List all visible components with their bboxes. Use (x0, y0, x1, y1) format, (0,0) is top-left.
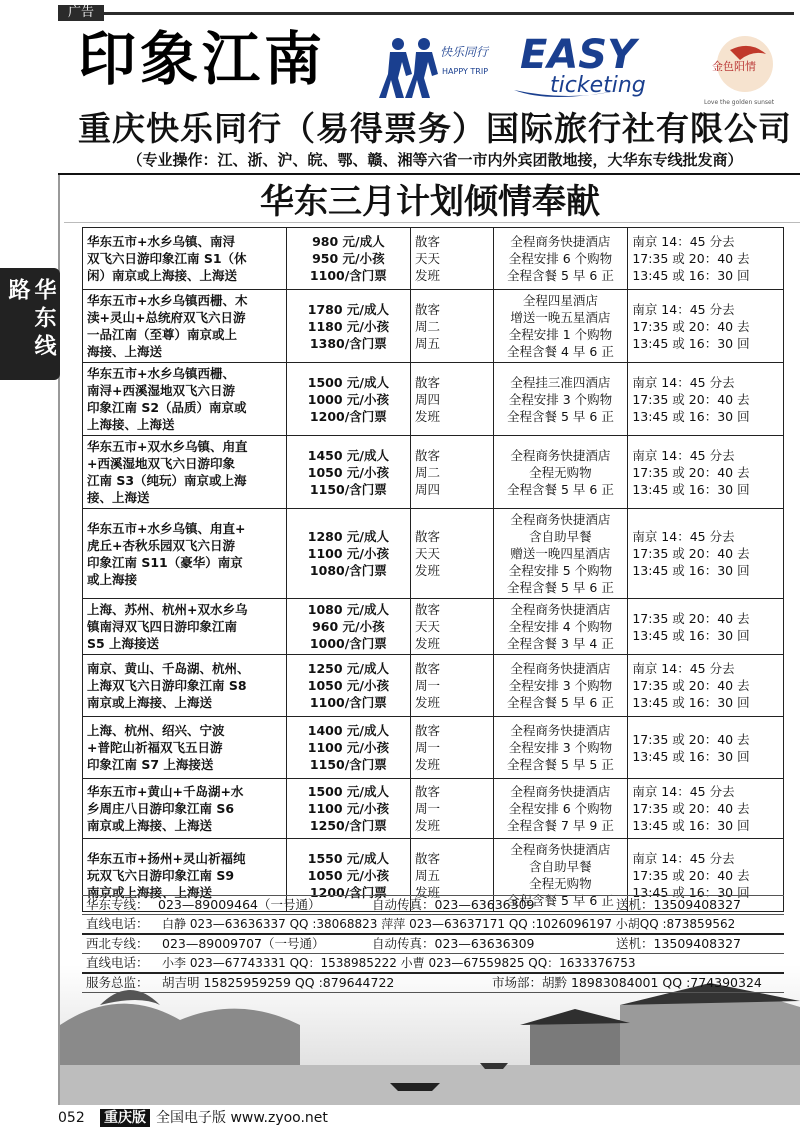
route-hotel-line: 全程商务快捷酒店 (510, 842, 611, 857)
route-schedule-line: 周四 (415, 391, 441, 407)
route-price-line: 950 元/小孩 (312, 251, 385, 266)
route-price-line: 960 元/小孩 (312, 619, 385, 634)
route-time-line: 南京 14：45 分去 (632, 661, 735, 676)
route-prices-cell (286, 779, 410, 839)
route-price-line: 1250 元/成人 (307, 661, 389, 676)
east-label: 华东专线： (86, 897, 149, 912)
route-row (83, 655, 784, 717)
route-hotel-cell (493, 290, 628, 363)
route-schedule-line: 周四 (415, 481, 441, 497)
route-name-line: 上海、苏州、杭州+双水乡乌 (87, 602, 248, 617)
route-schedule-cell (411, 363, 494, 436)
route-name-line: 上海双飞六日游印象江南 S8 (87, 678, 247, 693)
route-row (83, 509, 784, 599)
route-prices-cell (286, 436, 410, 509)
route-time-line: 17:35 或 20：40 去 (632, 391, 750, 407)
east-phone: 023—89009464（一号通） (158, 897, 321, 912)
route-name-line: 或上海接 (87, 571, 138, 587)
route-schedule-line: 发班 (415, 636, 441, 651)
route-name-line: 乡周庄八日游印象江南 S6 (87, 801, 235, 816)
route-hotel-line: 全程四星酒店 (522, 293, 598, 308)
golden-sunset-logo (700, 30, 790, 110)
easy-text: EASY (520, 32, 637, 78)
route-name-line: 闲）南京或上海接、上海送 (87, 268, 238, 283)
route-times-cell (628, 363, 784, 436)
west-fax: 自动传真：023—63636309 (372, 936, 535, 951)
route-price-line: 1550 元/成人 (307, 850, 389, 866)
route-name-line: S5 上海接送 (87, 636, 160, 651)
route-time-line: 17:35 或 20：40 去 (632, 318, 750, 334)
route-name-cell (83, 655, 287, 717)
route-schedule-cell (411, 436, 494, 509)
route-time-line: 南京 14：45 分去 (632, 850, 735, 866)
route-name-line: 接、上海送 (87, 490, 150, 505)
route-time-line: 南京 14：45 分去 (632, 447, 735, 463)
route-schedule-line: 散客 (415, 374, 441, 390)
route-name-line: 双飞六日游印象江南 S1（休 (87, 251, 247, 266)
route-price-line: 1780 元/成人 (307, 301, 389, 317)
route-name-line: 虎丘+杏秋乐园双飞六日游 (87, 537, 235, 553)
route-hotel-line: 增送一晚五星酒店 (510, 310, 611, 325)
route-time-line: 13:45 或 16：30 回 (632, 748, 750, 764)
route-schedule-cell (411, 290, 494, 363)
route-name-line: 渎+灵山+总统府双飞六日游 (87, 310, 246, 325)
company-name: 重庆快乐同行（易得票务）国际旅行社有限公司 (78, 109, 792, 148)
route-hotel-cell (493, 655, 628, 717)
route-name-line: 南京或上海接、上海送 (87, 818, 213, 833)
route-price-line: 1100 元/小孩 (307, 801, 389, 816)
route-name-cell (83, 290, 287, 363)
ad-label: 广告 (58, 5, 104, 21)
route-time-line: 13:45 或 16：30 回 (632, 335, 750, 351)
route-time-line: 13:45 或 16：30 回 (632, 818, 750, 833)
route-time-line: 南京 14：45 分去 (632, 784, 735, 799)
footer-site: 全国电子版 www.zyoo.net (156, 1110, 328, 1126)
route-hotel-cell (493, 599, 628, 655)
route-name-line: 一品江南（至尊）南京或上 (87, 327, 238, 342)
route-row (83, 717, 784, 779)
route-hotel-line: 全程含餐 3 早 4 正 (507, 636, 614, 651)
route-schedule-line: 周五 (415, 335, 441, 351)
route-schedule-line: 发班 (415, 563, 441, 578)
route-price-line: 1100 元/小孩 (307, 740, 389, 755)
route-time-line: 17:35 或 20：40 去 (632, 731, 750, 747)
service-label: 服务总监： (86, 975, 149, 990)
route-schedule-cell (411, 228, 494, 290)
route-schedule-line: 周二 (415, 464, 441, 480)
east-direct: 白静 023—63636337 QQ :38068823 萍萍 023—63637171 QQ :1026096197 小胡QQ :873859562 (162, 917, 736, 931)
route-name-cell (83, 436, 287, 509)
route-name-line: 玩双飞六日游印象江南 S9 (87, 867, 235, 883)
route-price-line: 1450 元/成人 (307, 447, 389, 463)
east-fax: 自动传真：023—63636309 (372, 897, 535, 912)
route-row (83, 599, 784, 655)
route-time-line: 17:35 或 20：40 去 (632, 610, 750, 626)
route-row (83, 436, 784, 509)
route-time-line: 13:45 或 16：30 回 (632, 695, 750, 710)
top-rule (104, 12, 794, 15)
route-schedule-line: 散客 (415, 447, 441, 463)
route-name-cell (83, 363, 287, 436)
route-times-cell (628, 509, 784, 599)
route-price-line: 1200/含门票 (309, 884, 387, 900)
route-hotel-line: 含自助早餐 (529, 529, 592, 544)
page-number: 052 (58, 1110, 85, 1126)
west-direct-row (82, 954, 784, 974)
route-name-line: 印象江南 S2（品质）南京或 (87, 400, 247, 415)
service-row (82, 974, 784, 993)
route-schedule-line: 散客 (415, 850, 441, 866)
route-times-cell (628, 228, 784, 290)
east-pickup: 送机：13509408327 (616, 897, 741, 912)
route-times-cell (628, 779, 784, 839)
route-schedule-line: 发班 (415, 818, 441, 833)
route-schedule-line: 天天 (415, 251, 441, 266)
route-prices-cell (286, 655, 410, 717)
routes-table (82, 227, 784, 912)
route-schedule-line: 发班 (415, 695, 441, 710)
route-time-line: 13:45 或 16：30 回 (632, 627, 750, 643)
route-time-line: 13:45 或 16：30 回 (632, 268, 750, 283)
market-contact: 市场部：胡黔 18983084001 QQ :774390324 (492, 975, 762, 990)
route-hotel-line: 全程含餐 5 早 6 正 (507, 893, 614, 908)
route-name-cell (83, 779, 287, 839)
route-price-line: 1050 元/小孩 (307, 867, 389, 883)
route-times-cell (628, 290, 784, 363)
route-price-line: 1200/含门票 (309, 408, 387, 424)
route-hotel-cell (493, 228, 628, 290)
route-prices-cell (286, 363, 410, 436)
route-price-line: 1280 元/成人 (307, 529, 389, 544)
route-name-line: 华东五市+水乡乌镇西栅、木 (87, 293, 248, 308)
route-name-line: 华东五市+扬州+灵山祈福纯 (87, 850, 246, 866)
gold-logo-text: 金色阳情 (712, 60, 756, 73)
headline: 华东三月计划倾情奉献 (260, 182, 600, 222)
route-price-line: 1100 元/小孩 (307, 546, 389, 561)
route-price-line: 980 元/成人 (312, 234, 385, 249)
route-name-line: 华东五市+黄山+千岛湖+水 (87, 784, 244, 799)
route-hotel-line: 全程商务快捷酒店 (510, 723, 611, 738)
route-schedule-line: 散客 (415, 234, 441, 249)
route-hotel-line: 全程挂三准四酒店 (510, 374, 611, 390)
route-schedule-line: 周一 (415, 740, 441, 755)
route-price-line: 1250/含门票 (309, 818, 387, 833)
route-schedule-cell (411, 509, 494, 599)
west-label: 西北专线： (86, 936, 149, 951)
route-hotel-line: 全程无购物 (529, 876, 592, 891)
route-time-line: 南京 14：45 分去 (632, 374, 735, 390)
route-name-cell (83, 717, 287, 779)
route-times-cell (628, 436, 784, 509)
east-direct-row (82, 915, 784, 935)
route-hotel-line: 全程商务快捷酒店 (510, 234, 611, 249)
route-schedule-cell (411, 599, 494, 655)
route-hotel-line: 全程安排 5 个购物 (508, 563, 613, 578)
route-hotel-line: 全程安排 4 个购物 (508, 619, 613, 634)
route-hotel-line: 全程商务快捷酒店 (510, 447, 611, 463)
route-name-line: 上海接、上海送 (87, 417, 175, 432)
route-name-line: 南浔+西溪湿地双飞六日游 (87, 383, 235, 398)
page-footer (40, 1108, 800, 1128)
route-hotel-line: 全程含餐 4 早 6 正 (507, 344, 614, 359)
route-prices-cell (286, 717, 410, 779)
route-price-line: 1100/含门票 (309, 695, 387, 710)
route-hotel-line: 全程含餐 5 早 6 正 (507, 695, 614, 710)
route-price-line: 1380/含门票 (309, 335, 387, 351)
route-price-line: 1000/含门票 (309, 636, 387, 651)
route-hotel-line: 全程商务快捷酒店 (510, 512, 611, 527)
route-times-cell (628, 655, 784, 717)
route-schedule-line: 发班 (415, 408, 441, 424)
route-hotel-cell (493, 436, 628, 509)
route-price-line: 1050 元/小孩 (307, 678, 389, 693)
headline-rule (64, 222, 800, 223)
west-direct-label: 直线电话： (86, 955, 149, 970)
route-schedule-line: 周一 (415, 678, 441, 693)
route-time-line: 13:45 或 16：30 回 (632, 884, 750, 900)
route-time-line: 13:45 或 16：30 回 (632, 408, 750, 424)
route-name-line: 镇南浔双飞四日游印象江南 (87, 619, 238, 634)
route-name-line: 南京或上海接、上海送 (87, 695, 213, 710)
route-schedule-line: 散客 (415, 784, 441, 799)
route-time-line: 17:35 或 20：40 去 (632, 464, 750, 480)
route-price-line: 1100/含门票 (309, 268, 387, 283)
route-time-line: 17:35 或 20：40 去 (632, 546, 750, 561)
route-time-line: 17:35 或 20：40 去 (632, 801, 750, 816)
west-pickup: 送机：13509408327 (616, 936, 741, 951)
route-hotel-line: 含自助早餐 (529, 859, 592, 874)
happy-trip-en: HAPPY TRIP (442, 67, 489, 76)
route-time-line: 南京 14：45 分去 (632, 234, 735, 249)
ticketing-text: ticketing (550, 73, 646, 98)
route-hotel-line: 全程安排 6 个购物 (508, 251, 613, 266)
route-schedule-line: 发班 (415, 757, 441, 772)
gold-logo-en: Love the golden sunset (704, 99, 775, 106)
route-hotel-line: 全程商务快捷酒店 (510, 602, 611, 617)
route-hotel-line: 全程含餐 7 早 9 正 (507, 818, 614, 833)
route-name-line: 华东五市+水乡乌镇、南浔 (87, 234, 235, 249)
route-hotel-line: 全程商务快捷酒店 (510, 661, 611, 676)
route-time-line: 17:35 或 20：40 去 (632, 678, 750, 693)
easy-ticketing-logo (510, 30, 690, 104)
route-time-line: 13:45 或 16：30 回 (632, 563, 750, 578)
route-price-line: 1400 元/成人 (307, 723, 389, 738)
route-name-line: 华东五市+双水乡乌镇、甪直 (87, 439, 248, 454)
route-name-line: 印象江南 S11（豪华）南京 (87, 554, 243, 570)
route-schedule-line: 周二 (415, 318, 441, 334)
route-schedule-line: 散客 (415, 723, 441, 738)
route-hotel-line: 赠送一晚四星酒店 (510, 546, 611, 561)
route-row (83, 290, 784, 363)
route-name-line: 江南 S3（纯玩）南京或上海 (87, 473, 247, 488)
route-hotel-cell (493, 779, 628, 839)
route-hotel-line: 全程含餐 5 早 6 正 (507, 580, 614, 595)
contacts-block (82, 895, 784, 993)
route-name-cell (83, 599, 287, 655)
route-prices-cell (286, 599, 410, 655)
route-name-line: 南京或上海接、上海送 (87, 884, 213, 900)
route-times-cell (628, 717, 784, 779)
route-time-line: 南京 14：45 分去 (632, 529, 735, 544)
route-hotel-line: 全程安排 3 个购物 (508, 391, 613, 407)
header-rule (58, 173, 800, 175)
brand-title: 印象江南 (78, 25, 327, 93)
route-time-line: 17:35 或 20：40 去 (632, 251, 750, 266)
happy-trip-logo (376, 34, 506, 100)
route-hotel-line: 全程无购物 (529, 464, 592, 480)
route-name-line: +普陀山祈福双飞五日游 (87, 740, 223, 755)
route-name-line: 华东五市+水乡乌镇、甪直+ (87, 520, 246, 536)
route-prices-cell (286, 509, 410, 599)
route-schedule-line: 散客 (415, 602, 441, 617)
route-prices-cell (286, 228, 410, 290)
west-phone: 023—89009707（一号通） (162, 936, 325, 951)
route-price-line: 1150/含门票 (309, 481, 387, 497)
route-hotel-line: 全程含餐 5 早 5 正 (507, 757, 614, 772)
route-name-line: 南京、黄山、千岛湖、杭州、 (87, 661, 250, 676)
route-hotel-cell (493, 717, 628, 779)
route-schedule-cell (411, 717, 494, 779)
route-price-line: 1080/含门票 (309, 563, 387, 578)
route-time-line: 17:35 或 20：40 去 (632, 867, 750, 883)
route-price-line: 1080 元/成人 (307, 602, 389, 617)
happy-trip-cn: 快乐同行 (440, 45, 489, 59)
company-subtitle: （专业操作：江、浙、沪、皖、鄂、赣、湘等六省一市内外宾团散地接，大华东专线批发商） (127, 151, 743, 169)
route-prices-cell (286, 290, 410, 363)
route-hotel-line: 全程含餐 5 早 6 正 (507, 408, 614, 424)
route-name-cell (83, 228, 287, 290)
route-schedule-line: 散客 (415, 529, 441, 544)
route-name-cell (83, 509, 287, 599)
edition-badge: 重庆版 (100, 1109, 150, 1127)
route-row (83, 363, 784, 436)
route-name-line: 印象江南 S7 上海接送 (87, 757, 214, 772)
route-hotel-cell (493, 509, 628, 599)
route-times-cell (628, 599, 784, 655)
route-schedule-cell (411, 655, 494, 717)
route-schedule-line: 周一 (415, 801, 441, 816)
route-schedule-line: 天天 (415, 546, 441, 561)
route-time-line: 13:45 或 16：30 回 (632, 481, 750, 497)
route-price-line: 1180 元/小孩 (307, 318, 389, 334)
route-hotel-line: 全程安排 3 个购物 (508, 678, 613, 693)
route-name-line: +西溪湿地双飞六日游印象 (87, 456, 235, 471)
route-hotel-line: 全程安排 3 个购物 (508, 740, 613, 755)
east-line-row (82, 895, 784, 915)
route-schedule-cell (411, 779, 494, 839)
route-name-line: 上海、杭州、绍兴、宁波 (87, 723, 225, 738)
route-price-line: 1500 元/成人 (307, 784, 389, 799)
route-name-line: 华东五市+水乡乌镇西栅、 (87, 366, 235, 381)
route-schedule-line: 散客 (415, 301, 441, 317)
route-row (83, 779, 784, 839)
route-hotel-line: 全程含餐 5 早 6 正 (507, 481, 614, 497)
route-name-line: 海接、上海送 (87, 344, 163, 359)
east-direct-label: 直线电话： (86, 916, 149, 931)
route-schedule-line: 散客 (415, 661, 441, 676)
route-price-line: 1050 元/小孩 (307, 464, 389, 480)
route-price-line: 1150/含门票 (309, 757, 387, 772)
route-hotel-line: 全程安排 1 个购物 (508, 327, 613, 342)
service-contact: 胡吉明 15825959259 QQ :879644722 (162, 975, 395, 990)
side-tab-label: 华东线路 (5, 278, 56, 362)
side-tab (0, 268, 60, 380)
route-price-line: 1000 元/小孩 (307, 391, 389, 407)
west-line-row (82, 935, 784, 954)
route-price-line: 1500 元/成人 (307, 374, 389, 390)
west-direct: 小李 023—67743331 QQ：1538985222 小曹 023—67559825 QQ：1633376753 (162, 956, 636, 970)
route-hotel-line: 全程安排 6 个购物 (508, 801, 613, 816)
route-row (83, 228, 784, 290)
route-schedule-line: 天天 (415, 619, 441, 634)
route-schedule-line: 发班 (415, 884, 441, 900)
route-hotel-line: 全程商务快捷酒店 (510, 784, 611, 799)
route-hotel-cell (493, 363, 628, 436)
route-hotel-line: 全程含餐 5 早 6 正 (507, 268, 614, 283)
route-schedule-line: 发班 (415, 268, 441, 283)
route-time-line: 南京 14：45 分去 (632, 301, 735, 317)
route-schedule-line: 周五 (415, 867, 441, 883)
